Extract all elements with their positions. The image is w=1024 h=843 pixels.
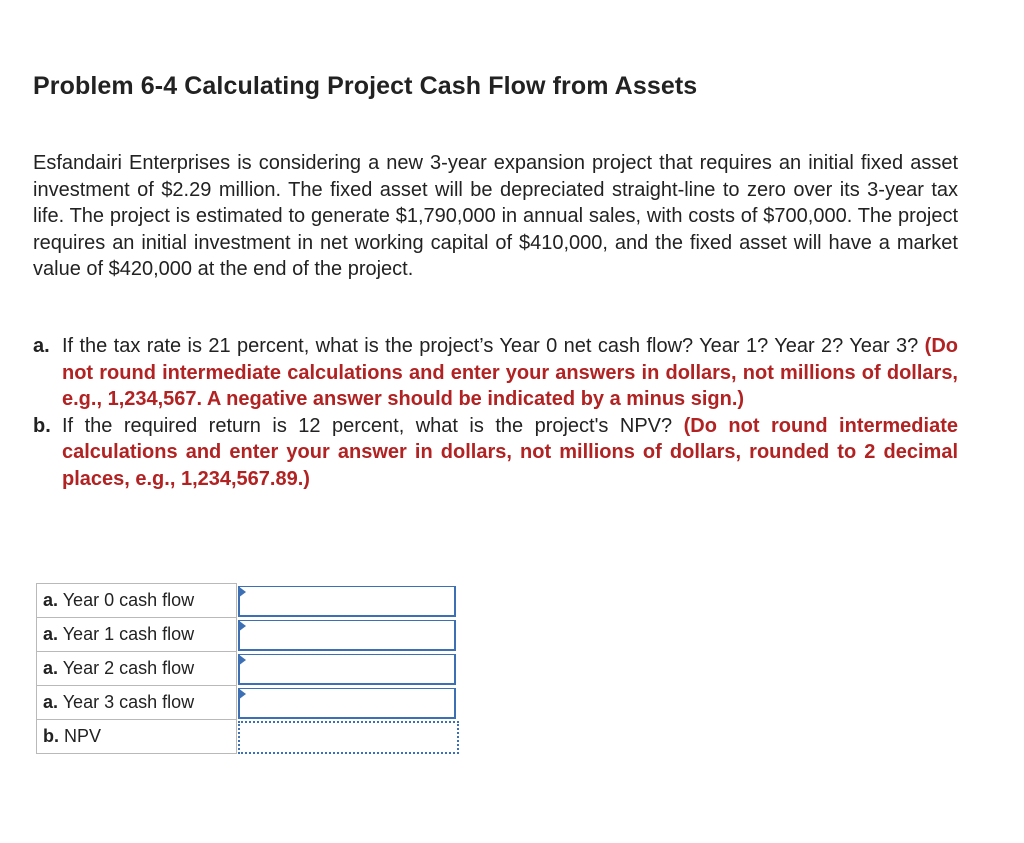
table-row	[37, 720, 460, 754]
year-3-cash-flow-input[interactable]	[240, 689, 454, 717]
question-b	[33, 413, 958, 493]
answer-marker-icon	[238, 620, 246, 632]
question-instruction: (Do not round intermediate calculations and enter your answers in dollars, not millions of dollars, e.g., 1,234,567. A negative answer should be indicated by a minus sign.)	[62, 335, 958, 410]
question-text: If the required return is 12 percent, what is the project's NPV?	[62, 414, 673, 437]
page-title: Problem 6-4 Calculating Project Cash Flow from Assets	[33, 72, 698, 100]
answer-marker-icon	[238, 586, 246, 598]
answer-marker-icon	[238, 654, 246, 666]
year-3-cash-flow-input-box	[238, 688, 456, 719]
question-instruction: (Do not round intermediate calculations and enter your answer in dollars, not millions of dollars, rounded to 2 decimal places, e.g., 1,234,567.89.)	[62, 414, 958, 490]
year-1-cash-flow-input[interactable]	[240, 621, 454, 649]
row-label: a. Year 3 cash flow	[37, 686, 237, 720]
row-label: a. Year 2 cash flow	[37, 652, 237, 686]
year-2-cash-flow-input[interactable]	[240, 655, 454, 683]
year-0-cash-flow-input-box	[238, 586, 456, 617]
answer-marker-icon	[238, 688, 246, 700]
question-letter: a.	[33, 335, 50, 357]
year-0-cash-flow-input[interactable]	[240, 587, 454, 615]
row-label: b. NPV	[37, 720, 237, 754]
npv-input-box	[238, 721, 459, 754]
table-row	[37, 652, 460, 686]
question-text: If the tax rate is 21 percent, what is the project’s Year 0 net cash flow? Year 1? Year 2? Year 3?	[62, 335, 919, 357]
question-a	[33, 333, 958, 413]
npv-input[interactable]	[240, 723, 457, 752]
year-2-cash-flow-input-box	[238, 654, 456, 685]
table-row	[37, 618, 460, 652]
question-letter: b.	[33, 414, 51, 437]
answer-table	[36, 583, 460, 754]
row-label: a. Year 1 cash flow	[37, 618, 237, 652]
problem-statement: Esfandairi Enterprises is considering a new 3-year expansion project that requires an initial fixed asset investment of $2.29 million. The fixed asset will be depreciated straight-line to zero over its 3-year tax life. The project is estimated to generate $1,790,000 in annual sales, with costs of $700,000. The project requires an initial investment in net working capital of $410,000, and the fixed asset will have a market value of $420,000 at the end of the project.	[33, 152, 958, 280]
row-label: a. Year 0 cash flow	[37, 584, 237, 618]
table-row	[37, 584, 460, 618]
question-list	[33, 333, 958, 492]
year-1-cash-flow-input-box	[238, 620, 456, 651]
table-row	[37, 686, 460, 720]
